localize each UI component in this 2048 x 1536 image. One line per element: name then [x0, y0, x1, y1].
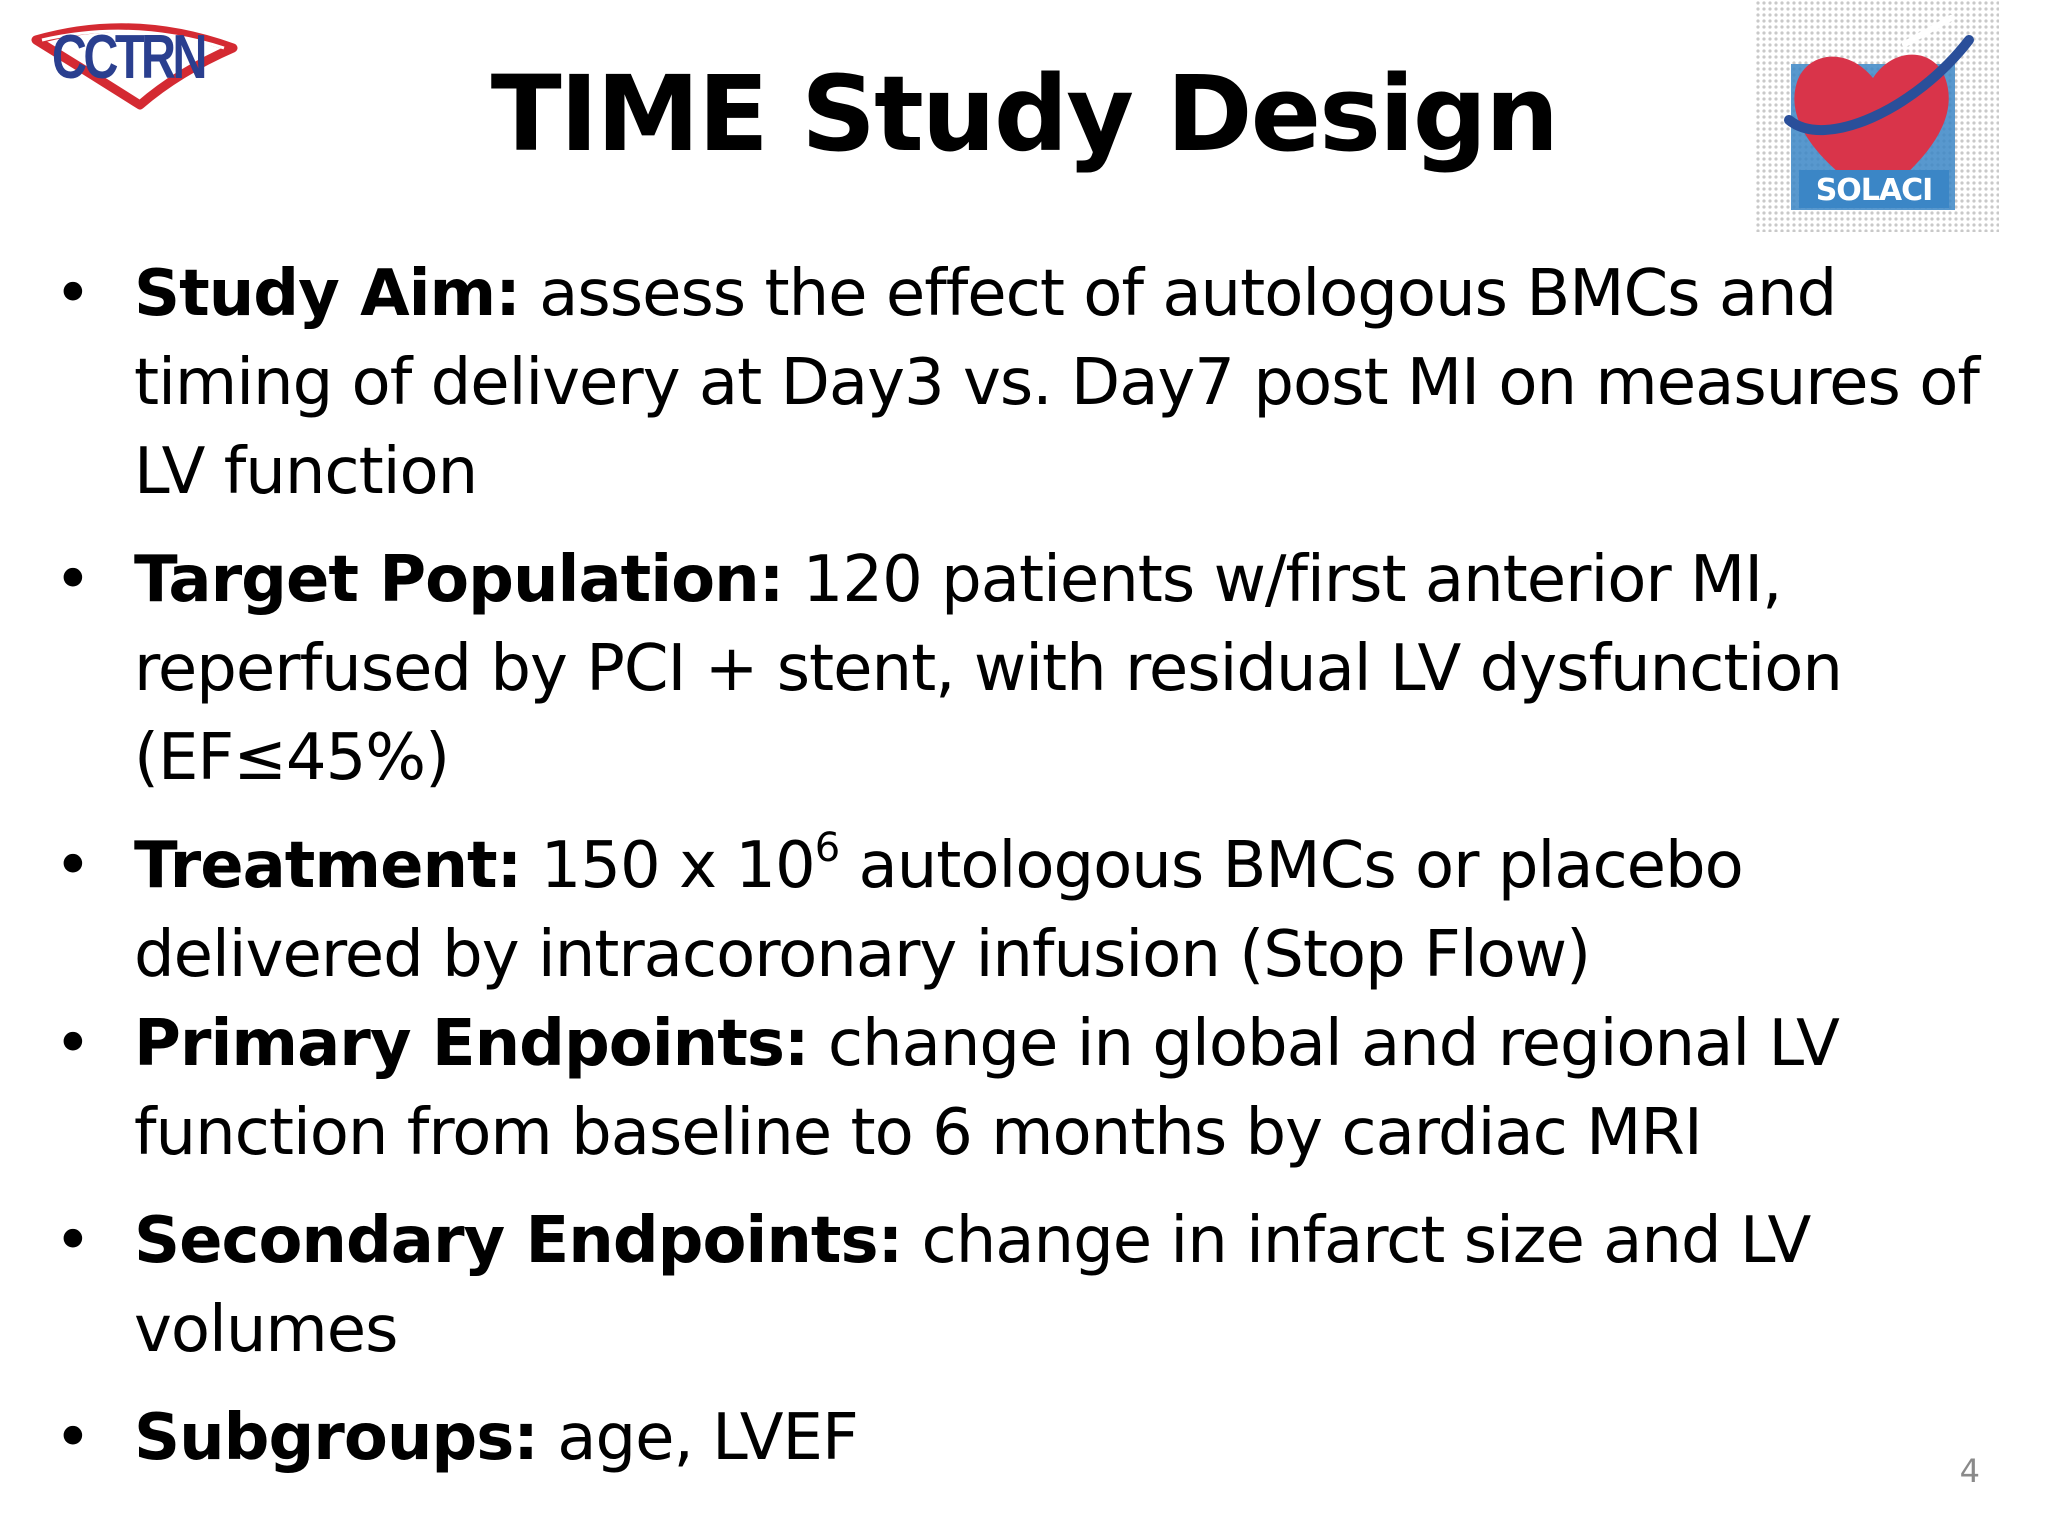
- page-number: 4: [1959, 1452, 1980, 1490]
- bullet-study-aim: [54, 250, 2014, 517]
- bullet-label: Secondary Endpoints:: [134, 1204, 903, 1278]
- bullet-dot-icon: •: [54, 829, 91, 903]
- bullet-text-after: autologous BMCs or placebo delivered by intracoronary infusion (Stop Flow): [134, 829, 1743, 992]
- bullet-label: Primary Endpoints:: [134, 1007, 809, 1081]
- bullet-label: Subgroups:: [134, 1401, 538, 1475]
- bullet-secondary-endpoints: [54, 1197, 2014, 1375]
- bullet-treatment: [54, 822, 2014, 1000]
- bullet-text: change in infarct size and LV volumes: [134, 1204, 1811, 1367]
- bullet-label: Study Aim:: [134, 257, 520, 331]
- bullet-dot-icon: •: [54, 257, 91, 331]
- bullet-subgroups: [54, 1394, 2014, 1483]
- bullet-label: Target Population:: [134, 543, 784, 617]
- bullet-superscript: 6: [814, 825, 840, 871]
- bullet-target-population: [54, 536, 2014, 803]
- bullet-text: 120 patients w/first anterior MI, reperfused by PCI + stent, with residual LV dysfunction (EF≤45%): [134, 543, 1842, 795]
- slide-title: TIME Study Design: [490, 53, 1558, 175]
- bullet-dot-icon: •: [54, 1007, 91, 1081]
- bullet-list: [54, 250, 2014, 1483]
- bullet-dot-icon: •: [54, 1401, 91, 1475]
- solaci-logo-text: SOLACI: [1815, 173, 1933, 208]
- bullet-text: 150 x 10: [521, 829, 815, 903]
- cctrn-logo-text: CCTRN: [51, 22, 204, 92]
- bullet-dot-icon: •: [54, 543, 91, 617]
- bullet-primary-endpoints: [54, 1000, 2014, 1178]
- bullet-label: Treatment:: [134, 829, 522, 903]
- bullet-text: assess the effect of autologous BMCs and timing of delivery at Day3 vs. Day7 post MI on measures of LV function: [134, 257, 1979, 509]
- bullet-text: age, LVEF: [537, 1401, 858, 1475]
- bullet-dot-icon: •: [54, 1204, 91, 1278]
- bullet-text: change in global and regional LV function from baseline to 6 months by cardiac MRI: [134, 1007, 1839, 1170]
